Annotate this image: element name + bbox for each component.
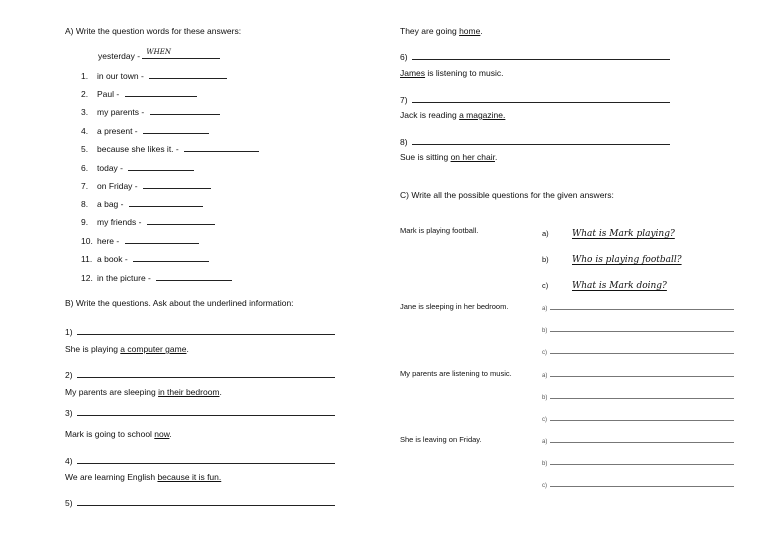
answer-blank[interactable] <box>156 272 232 281</box>
answer-blank[interactable] <box>143 180 211 189</box>
answer-sentence <box>400 153 497 162</box>
example-question-row <box>542 281 667 291</box>
sentence-post: . <box>480 26 483 36</box>
item-number: 6. <box>81 163 89 173</box>
answer-blank[interactable] <box>125 235 199 244</box>
underlined-info: in their bedroom <box>158 387 220 397</box>
example-question-row <box>542 229 675 239</box>
example-question: What is Mark doing? <box>572 281 667 291</box>
underlined-info: James <box>400 68 426 78</box>
sentence-pre: They are going <box>400 26 460 36</box>
item-text: a book - <box>97 254 128 264</box>
answer-blank[interactable] <box>128 162 194 171</box>
answer-line[interactable] <box>412 94 670 103</box>
question-number: 1) <box>65 327 73 337</box>
item-text: here - <box>97 236 120 246</box>
question-write-line[interactable] <box>400 94 670 105</box>
question-answer-row[interactable] <box>542 303 734 312</box>
underlined-info: now <box>154 429 170 439</box>
item-number: 8. <box>81 199 89 209</box>
sentence-pre: Sue is sitting <box>400 152 451 162</box>
item-number: 11. <box>81 254 93 264</box>
answer-line[interactable] <box>550 326 734 332</box>
item-number: 7. <box>81 181 89 191</box>
sentence-post: . <box>186 344 189 354</box>
sentence-post: . <box>169 429 172 439</box>
given-answer: She is leaving on Friday. <box>400 435 482 444</box>
question-write-line[interactable] <box>65 455 335 466</box>
answer-blank[interactable] <box>149 70 227 79</box>
question-number: 8) <box>400 137 408 147</box>
question-word-item <box>81 198 203 209</box>
sentence-post: . <box>494 152 498 162</box>
answer-sentence <box>400 27 483 36</box>
question-answer-row[interactable] <box>542 370 734 379</box>
answer-line[interactable] <box>77 407 335 416</box>
example-answer: WHEN <box>146 48 171 56</box>
answer-line[interactable] <box>550 481 734 487</box>
answer-line[interactable] <box>550 437 734 443</box>
answer-blank[interactable] <box>133 253 209 262</box>
item-text: on Friday - <box>97 181 138 191</box>
question-number: 3) <box>65 408 73 418</box>
answer-line[interactable] <box>77 369 335 378</box>
answer-line[interactable] <box>550 348 734 354</box>
given-answer: My parents are listening to music. <box>400 369 512 378</box>
answer-sentence <box>65 430 172 439</box>
question-word-item <box>81 235 199 246</box>
question-word-item <box>81 253 209 264</box>
item-text: my friends - <box>97 217 142 227</box>
question-answer-row[interactable] <box>542 392 734 401</box>
option-label: c) <box>542 417 547 423</box>
underlined-info: a computer game <box>120 344 187 354</box>
question-word-item <box>81 162 194 173</box>
answer-sentence <box>65 345 189 354</box>
question-write-line[interactable] <box>65 407 335 418</box>
answer-blank[interactable] <box>150 106 220 115</box>
item-text: in the picture - <box>97 273 151 283</box>
answer-line[interactable] <box>77 455 335 464</box>
answer-sentence <box>400 111 505 120</box>
underlined-info: on her chair <box>450 152 495 162</box>
example-answer-line <box>142 50 220 59</box>
answer-line[interactable] <box>412 136 670 145</box>
example-question: What is Mark playing? <box>572 229 675 239</box>
option-label: b) <box>542 255 549 264</box>
section-c-heading: C) Write all the possible questions for the given answers: <box>400 190 614 200</box>
sentence-pre: We are learning English <box>65 472 158 482</box>
sentence-post: . <box>219 387 222 397</box>
question-number: 2) <box>65 370 73 380</box>
given-answer: Mark is playing football. <box>400 226 479 235</box>
item-text: my parents - <box>97 107 145 117</box>
option-label: c) <box>542 483 547 489</box>
question-write-line[interactable] <box>65 326 335 337</box>
section-b-heading: B) Write the questions. Ask about the underlined information: <box>65 298 294 308</box>
question-answer-row[interactable] <box>542 480 734 489</box>
option-label: a) <box>542 373 548 379</box>
answer-line[interactable] <box>550 371 734 377</box>
example-question: Who is playing football? <box>572 255 682 265</box>
item-number: 12. <box>81 273 93 283</box>
option-label: b) <box>542 328 548 334</box>
question-word-item <box>81 88 197 99</box>
sentence-post: is listening to music. <box>425 68 504 78</box>
option-label: b) <box>542 395 548 401</box>
underlined-info: because it is fun. <box>157 472 222 482</box>
answer-line[interactable] <box>550 393 734 399</box>
question-answer-row[interactable] <box>542 414 734 423</box>
sentence-pre: My parents are sleeping <box>65 387 159 397</box>
option-label: a) <box>542 229 549 238</box>
item-number: 10. <box>81 236 93 246</box>
item-text: in our town - <box>97 71 144 81</box>
option-label: c) <box>542 350 547 356</box>
question-number: 4) <box>65 456 73 466</box>
answer-sentence <box>65 473 221 482</box>
question-word-item <box>81 272 232 283</box>
question-write-line[interactable] <box>400 51 670 62</box>
answer-blank[interactable] <box>143 125 209 134</box>
answer-blank[interactable] <box>184 143 259 152</box>
item-text: Paul - <box>97 89 120 99</box>
option-label: a) <box>542 439 548 445</box>
answer-line[interactable] <box>412 51 670 60</box>
answer-line[interactable] <box>550 459 734 465</box>
question-write-line[interactable] <box>400 136 670 147</box>
item-number: 3. <box>81 107 89 117</box>
item-number: 5. <box>81 144 89 154</box>
question-word-item <box>81 143 259 154</box>
answer-sentence <box>65 388 222 397</box>
item-text: a bag - <box>97 199 124 209</box>
answer-blank[interactable] <box>147 216 215 225</box>
item-text: because she likes it. - <box>97 144 179 154</box>
question-answer-row[interactable] <box>542 458 734 467</box>
question-word-item <box>81 216 215 227</box>
question-answer-row[interactable] <box>542 436 734 445</box>
option-label: a) <box>542 306 548 312</box>
answer-blank[interactable] <box>125 88 197 97</box>
item-number: 9. <box>81 217 89 227</box>
question-word-item <box>81 180 211 191</box>
question-number: 5) <box>65 498 73 508</box>
underlined-info: a magazine. <box>459 110 506 120</box>
question-word-item <box>81 70 227 81</box>
answer-line[interactable] <box>550 304 734 310</box>
answer-sentence <box>400 69 503 78</box>
question-number: 6) <box>400 52 408 62</box>
item-number: 4. <box>81 126 89 136</box>
sentence-pre: Jack is reading <box>400 110 460 120</box>
question-word-item <box>81 125 209 136</box>
answer-line[interactable] <box>77 497 335 506</box>
section-a-heading: A) Write the question words for these answers: <box>65 26 242 36</box>
underlined-info: home <box>459 26 481 36</box>
item-text: a present - <box>97 126 138 136</box>
example-question-row <box>542 255 682 265</box>
given-answer: Jane is sleeping in her bedroom. <box>400 302 509 311</box>
item-number: 1. <box>81 71 89 81</box>
item-text: today - <box>97 163 123 173</box>
answer-blank[interactable] <box>129 198 203 207</box>
question-word-item <box>81 106 220 117</box>
section-a-example <box>98 50 220 61</box>
sentence-pre: She is playing <box>65 344 121 354</box>
answer-line[interactable] <box>77 326 335 335</box>
question-number: 7) <box>400 95 408 105</box>
sentence-pre: Mark is going to school <box>65 429 155 439</box>
example-text: yesterday - <box>98 51 141 61</box>
question-write-line[interactable] <box>65 497 335 508</box>
item-number: 2. <box>81 89 89 99</box>
answer-line[interactable] <box>550 415 734 421</box>
question-write-line[interactable] <box>65 369 335 380</box>
question-answer-row[interactable] <box>542 325 734 334</box>
option-label: b) <box>542 461 548 467</box>
option-label: c) <box>542 281 549 290</box>
question-answer-row[interactable] <box>542 347 734 356</box>
